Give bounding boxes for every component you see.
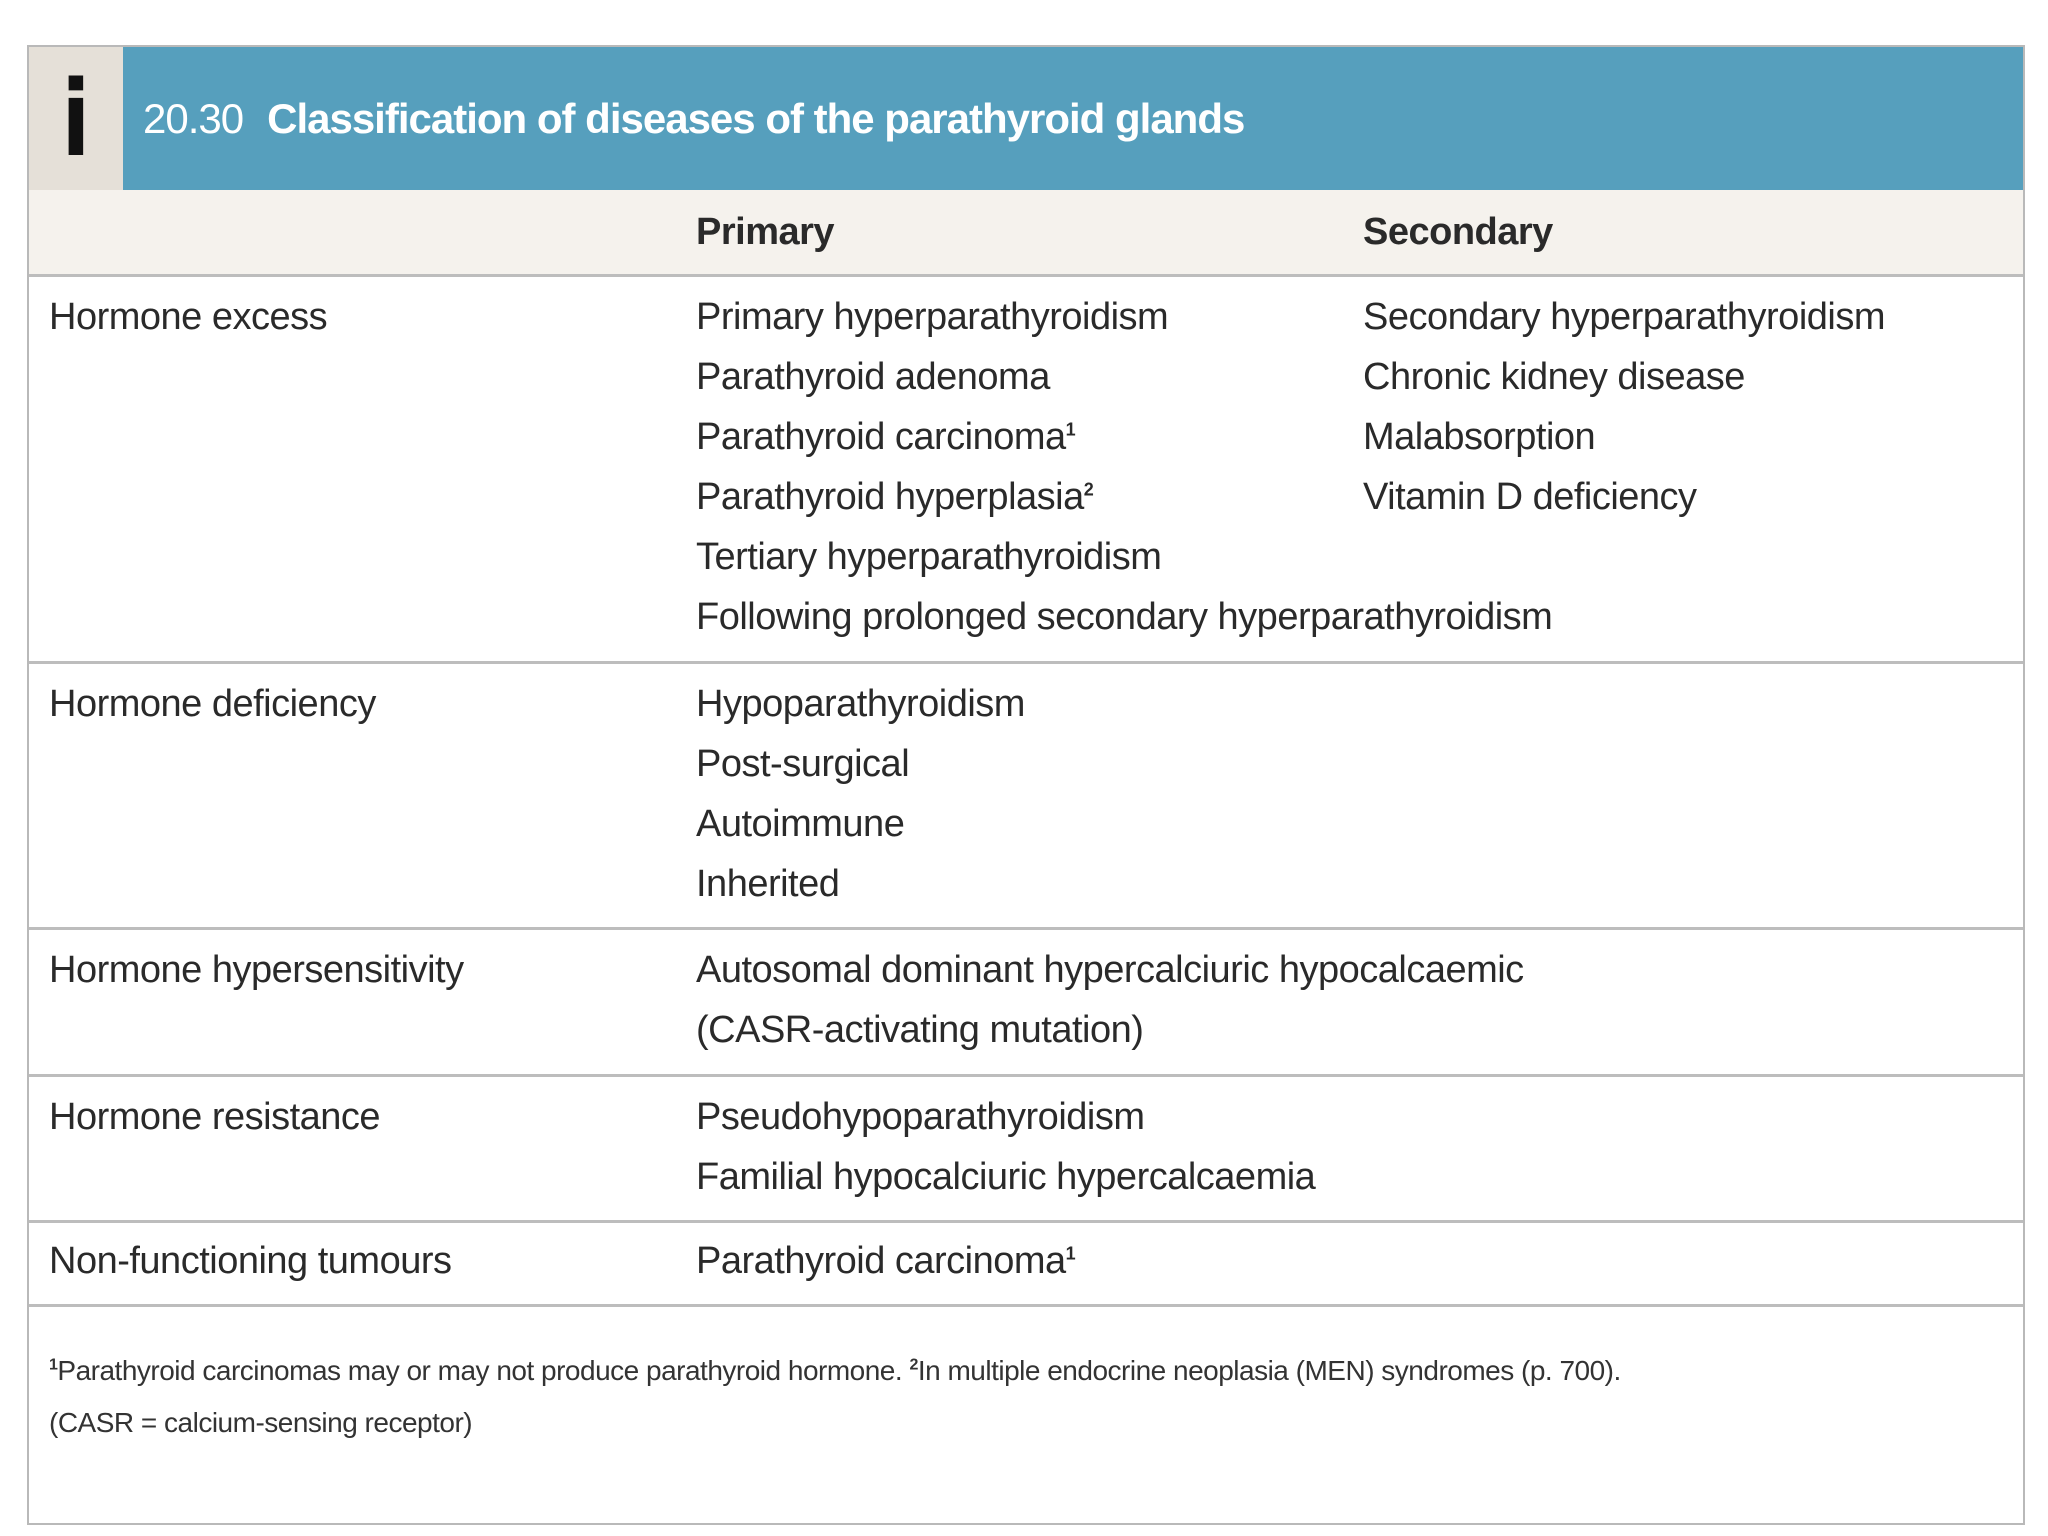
row-label: Non-functioning tumours <box>49 1240 452 1282</box>
secondary-cell <box>1363 1087 2023 1220</box>
primary-item <box>696 1087 1363 1147</box>
column-header-primary: Primary <box>696 211 835 253</box>
footnote-marker: 1 <box>1065 1243 1076 1264</box>
primary-item-text: Parathyroid adenoma <box>696 356 1050 398</box>
info-icon: i <box>61 57 91 180</box>
secondary-cell <box>1363 940 2023 1074</box>
primary-item <box>696 1147 1363 1207</box>
primary-item <box>696 674 1363 734</box>
row-label: Hormone deficiency <box>49 683 376 725</box>
row-label: Hormone hypersensitivity <box>49 949 464 991</box>
primary-item-text: Autosomal dominant hypercalciuric hypocalcaemic <box>696 949 1524 991</box>
row-label: Hormone excess <box>49 296 328 338</box>
secondary-item: Malabsorption <box>1363 416 1596 458</box>
column-header-secondary: Secondary <box>1363 211 1553 253</box>
table-body <box>29 277 2023 1307</box>
footnote <box>29 1307 2023 1449</box>
primary-item-text: Primary hyperparathyroidism <box>696 296 1169 338</box>
table-row <box>29 1223 2023 1307</box>
footnote-sup-1: 1 <box>49 1356 58 1374</box>
primary-cell <box>696 1231 1363 1304</box>
footnote-line-1 <box>49 1345 2023 1397</box>
table-box <box>27 45 2025 1525</box>
primary-cell <box>696 1087 1363 1220</box>
row-label: Hormone resistance <box>49 1096 381 1138</box>
secondary-cell <box>1363 1231 2023 1304</box>
primary-item <box>696 467 1363 527</box>
primary-item-text: (CASR-activating mutation) <box>696 1009 1144 1051</box>
table-number: 20.30 <box>143 94 244 142</box>
primary-cell <box>696 674 1363 927</box>
table-header <box>29 47 2023 190</box>
info-tab <box>29 47 123 190</box>
primary-item <box>696 347 1363 407</box>
primary-item-text: Tertiary hyperparathyroidism <box>696 536 1162 578</box>
footnote-marker: 2 <box>1083 479 1094 500</box>
footnote-text-2: In multiple endocrine neoplasia (MEN) syndromes (p. 700). <box>917 1355 1621 1386</box>
primary-item <box>696 794 1363 854</box>
primary-item <box>696 287 1363 347</box>
secondary-cell <box>1363 674 2023 927</box>
primary-item <box>696 1231 1363 1291</box>
title-bar <box>123 47 2023 190</box>
table-row <box>29 1077 2023 1223</box>
footnote-marker: 1 <box>1065 419 1076 440</box>
primary-item <box>696 854 1363 914</box>
secondary-item: Vitamin D deficiency <box>1363 476 1697 518</box>
secondary-item: Secondary hyperparathyroidism <box>1363 296 1885 338</box>
primary-item <box>696 587 1553 647</box>
primary-item <box>696 527 1363 587</box>
table-title: Classification of diseases of the parathyroid glands <box>267 94 1245 142</box>
column-header-row <box>29 190 2023 277</box>
footnote-text-1: Parathyroid carcinomas may or may not produce parathyroid hormone. <box>57 1355 910 1386</box>
primary-item <box>696 940 1524 1000</box>
footnote-sup-2: 2 <box>909 1356 918 1374</box>
secondary-item: Chronic kidney disease <box>1363 356 1745 398</box>
primary-item-text: Autoimmune <box>696 803 905 845</box>
primary-item-text: Parathyroid carcinoma <box>696 416 1066 458</box>
primary-item-text: Parathyroid carcinoma <box>696 1240 1066 1282</box>
primary-item-text: Parathyroid hyperplasia <box>696 476 1084 518</box>
primary-item <box>696 734 1363 794</box>
primary-item-text: Familial hypocalciuric hypercalcaemia <box>696 1156 1316 1198</box>
table-row <box>29 664 2023 930</box>
table-row <box>29 930 2023 1077</box>
primary-item <box>696 1000 1363 1060</box>
footnote-line-2: (CASR = calcium-sensing receptor) <box>49 1407 473 1438</box>
primary-item-text: Following prolonged secondary hyperparathyroidism <box>696 596 1553 638</box>
primary-item-text: Pseudohypoparathyroidism <box>696 1096 1145 1138</box>
primary-item-text: Post-surgical <box>696 743 910 785</box>
primary-item <box>696 407 1363 467</box>
table-row <box>29 277 2023 664</box>
primary-item-text: Inherited <box>696 863 840 905</box>
primary-item-text: Hypoparathyroidism <box>696 683 1025 725</box>
secondary-cell <box>1363 287 2023 661</box>
primary-cell <box>696 940 1524 1074</box>
